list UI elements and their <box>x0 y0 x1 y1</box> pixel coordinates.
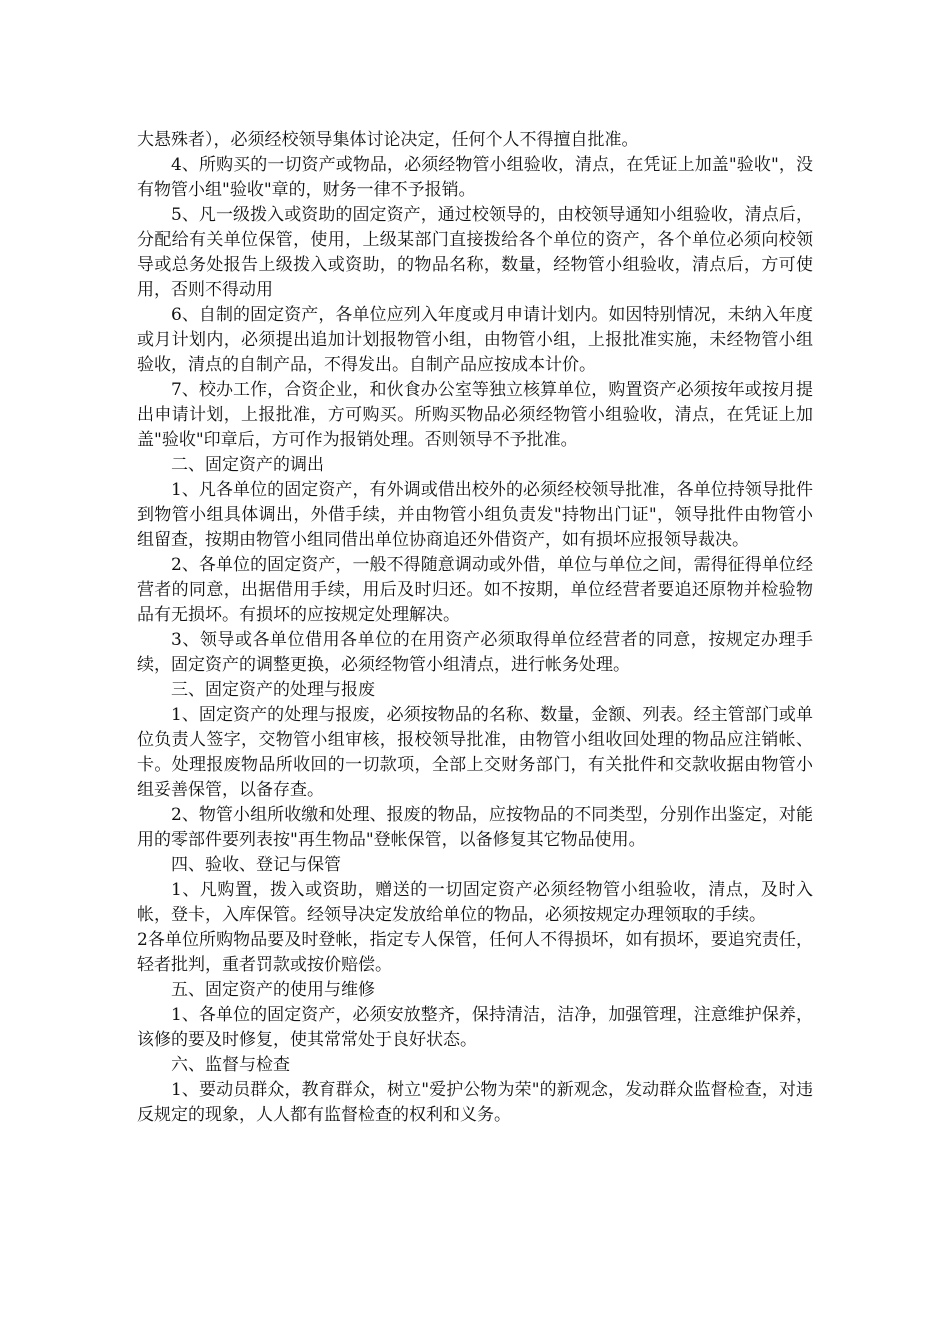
section-heading-disposal: 三、固定资产的处理与报废 <box>171 680 375 700</box>
paragraph-continuation: 大悬殊者），必须经校领导集体讨论决定，任何个人不得擅自批准。 <box>137 130 639 150</box>
paragraph-disposal-1: 1、固定资产的处理与报废，必须按物品的名称、数量，金额、列表。经主管部门或单位负责人签字，交物管小组审核，报校领导批准，由物管小组收回处理的物品应注销帐、卡。处理报废物品所收回的一切款项，全部上交财务部门，有关批件和交款收据由物管小组妥善保管，以备存查。 <box>137 705 813 800</box>
document-page <box>137 128 813 1128</box>
section-heading-registration: 四、验收、登记与保管 <box>171 855 341 875</box>
paragraph-item-4: 4、所购买的一切资产或物品，必须经物管小组验收，清点，在凭证上加盖"验收"，没有物管小组"验收"章的，财务一律不予报销。 <box>137 155 813 200</box>
paragraph-disposal-2: 2、物管小组所收缴和处理、报废的物品，应按物品的不同类型，分别作出鉴定，对能用的零部件要列表按"再生物品"登帐保管，以备修复其它物品使用。 <box>137 805 813 850</box>
section-heading-transfer: 二、固定资产的调出 <box>171 455 324 475</box>
paragraph-transfer-2: 2、各单位的固定资产，一般不得随意调动或外借，单位与单位之间，需得征得单位经营者的同意，出据借用手续，用后及时归还。如不按期，单位经营者要追还原物并检验物品有无损坏。有损坏的应按规定处理解决。 <box>137 555 813 625</box>
paragraph-item-6: 6、自制的固定资产，各单位应列入年度或月申请计划内。如因特别情况，未纳入年度或月计划内，必须提出追加计划报物管小组，由物管小组，上报批准实施，未经物管小组验收，清点的自制产品，不得发出。自制产品应按成本计价。 <box>137 305 813 375</box>
section-heading-supervision: 六、监督与检查 <box>171 1055 290 1075</box>
section-heading-maintenance: 五、固定资产的使用与维修 <box>171 980 375 1000</box>
paragraph-registration-2: 2各单位所购物品要及时登帐，指定专人保管，任何人不得损坏，如有损坏，要追究责任，轻者批判，重者罚款或按价赔偿。 <box>137 930 813 975</box>
paragraph-maintenance-1: 1、各单位的固定资产，必须安放整齐，保持清洁，洁净，加强管理，注意维护保养，该修的要及时修复，使其常常处于良好状态。 <box>137 1005 813 1050</box>
paragraph-transfer-1: 1、凡各单位的固定资产，有外调或借出校外的必须经校领导批准，各单位持领导批件到物管小组具体调出，外借手续，并由物管小组负责发"持物出门证"，领导批件由物管小组留查，按期由物管小组同借出单位协商追还外借资产，如有损坏应报领导裁决。 <box>137 480 813 550</box>
paragraph-supervision-1: 1、要动员群众，教育群众，树立"爱护公物为荣"的新观念，发动群众监督检查，对违反规定的现象，人人都有监督检查的权利和义务。 <box>137 1080 813 1125</box>
paragraph-registration-1: 1、凡购置，拨入或资助，赠送的一切固定资产必须经物管小组验收，清点，及时入帐，登卡，入库保管。经领导决定发放给单位的物品，必须按规定办理领取的手续。 <box>137 880 813 925</box>
paragraph-item-7: 7、校办工作，合资企业，和伙食办公室等独立核算单位，购置资产必须按年或按月提出申请计划，上报批准，方可购买。所购买物品必须经物管小组验收，清点，在凭证上加盖"验收"印章后，方可作为报销处理。否则领导不予批准。 <box>137 380 813 450</box>
paragraph-item-5: 5、凡一级拨入或资助的固定资产，通过校领导的，由校领导通知小组验收，清点后，分配给有关单位保管，使用，上级某部门直接拨给各个单位的资产，各个单位必须向校领导或总务处报告上级拨入或资助，的物品名称，数量，经物管小组验收，清点后，方可使用，否则不得动用 <box>137 205 813 300</box>
paragraph-transfer-3: 3、领导或各单位借用各单位的在用资产必须取得单位经营者的同意，按规定办理手续，固定资产的调整更换，必须经物管小组清点，进行帐务处理。 <box>137 630 813 675</box>
